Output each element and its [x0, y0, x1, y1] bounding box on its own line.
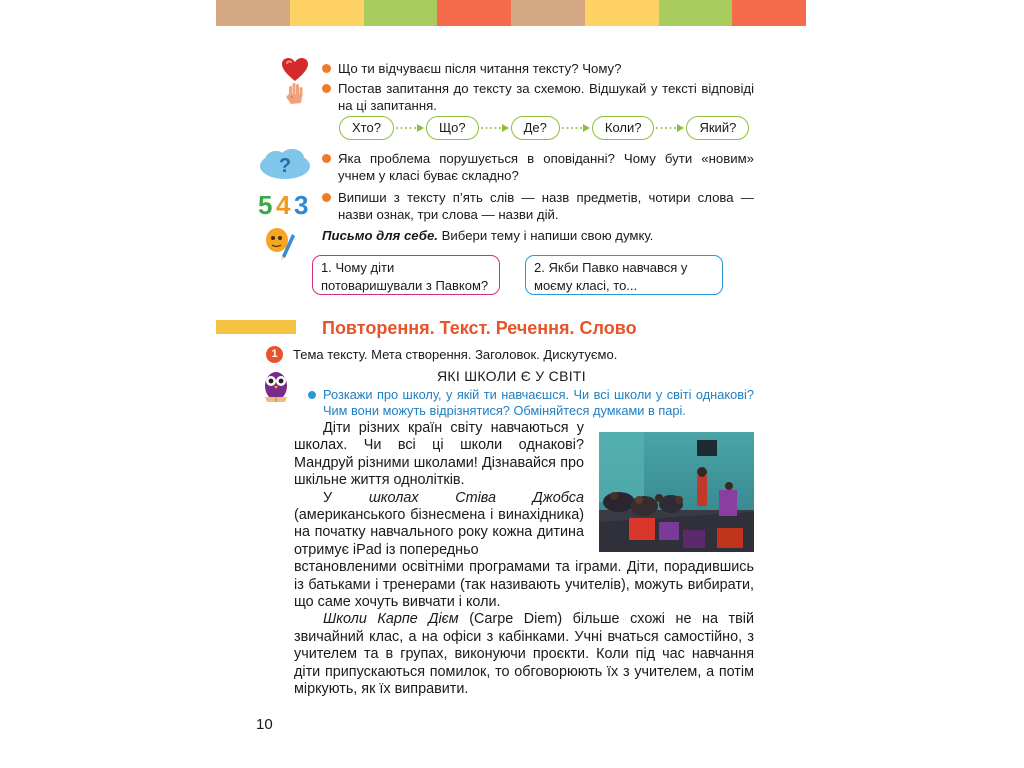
discussion-prompt [308, 387, 754, 419]
stripe-segment [511, 0, 585, 26]
italic-term: школах Стіва Джобса [368, 489, 584, 506]
stripe-segment [216, 0, 290, 26]
reading-paragraph-2b: встановленими освітніми програмами та іграми. Діти, порадившись із батьками і тренерами (так називають учителів), можуть вибирати, що саме хочуть вивчати і коли. [294, 559, 754, 611]
bullet-dot [322, 154, 331, 163]
numbers-543-icon [258, 190, 316, 218]
question-problem [322, 150, 754, 184]
scheme-chip: Хто? [339, 116, 394, 140]
scheme-chip: Коли? [592, 116, 655, 140]
heart-icon [282, 58, 308, 82]
topic-text: 2. Якби Павко навчався у моєму класі, то... [534, 260, 688, 293]
question-scheme [322, 80, 754, 114]
text-title: ЯКІ ШКОЛИ Є У СВІТІ [437, 368, 586, 384]
reading-paragraph-1: Діти різних країн світу навчаються у школах. Чи всі ці школи однакові? Мандруй різними школами! Дізнавайся про шкільне життя однолітків. [294, 420, 584, 489]
writing-topic-2 [525, 255, 723, 295]
question-scheme-diagram [339, 116, 749, 140]
svg-text:4: 4 [276, 190, 291, 218]
writing-topic-1 [312, 255, 500, 295]
writing-label: Письмо для себе. [322, 228, 438, 243]
section-title: Повторення. Текст. Речення. Слово [322, 318, 637, 338]
reading-paragraph-3 [294, 611, 754, 698]
scheme-chip: Який? [686, 116, 749, 140]
stripe-segment [364, 0, 438, 26]
scheme-chip: Що? [426, 116, 479, 140]
stripe-segment [437, 0, 511, 26]
topic-text: 1. Чому діти потоваришували з Павком? [321, 260, 489, 293]
writing-task [322, 228, 653, 243]
stripe-segment [732, 0, 806, 26]
page-number: 10 [256, 716, 273, 733]
task-number-badge: 1 [266, 346, 283, 363]
stripe-segment [290, 0, 364, 26]
svg-text:?: ? [278, 155, 292, 177]
arrow-icon [479, 123, 511, 133]
question-text: Постав запитання до тексту за схемою. Відшукай у тексті відповіді на ці запитання. [338, 81, 754, 113]
question-words [322, 189, 754, 223]
italic-term: Школи Карпе Дієм [323, 611, 459, 628]
task-description: Тема тексту. Мета створення. Заголовок. Дискутуємо. [293, 347, 618, 362]
question-cloud-icon [258, 148, 312, 182]
text-span: (Carpe Diem) більше схожі не на твій звичайний клас, а на офіси з кабінками. Учні вчаться самостійно, з учителем та в групах, виконуючи проєкти. Коли під час навчання діти припускаються помилок, то обговорюють їх з учителем, а потім міркують, як їх виправити. [294, 611, 754, 698]
writing-instruction: Вибери тему і напиши свою думку. [441, 228, 654, 243]
text-span: (американського бізнесмена і винахідника) на початку навчального року кожна дитина отримує iPad із попередньо [294, 507, 584, 558]
bullet-dot [322, 84, 331, 93]
top-color-stripe [216, 0, 806, 26]
text-span: У [323, 489, 369, 506]
bullet-dot [322, 64, 331, 73]
arrow-icon [654, 123, 686, 133]
arrow-icon [394, 123, 426, 133]
reading-text [294, 420, 754, 699]
scheme-chip: Де? [511, 116, 560, 140]
bullet-dot [322, 193, 331, 202]
bullet-dot [308, 391, 316, 399]
section-marker [216, 320, 296, 334]
stripe-segment [585, 0, 659, 26]
hand-icon [285, 82, 305, 106]
svg-text:5: 5 [258, 190, 273, 218]
stripe-segment [659, 0, 733, 26]
question-feelings [322, 60, 754, 77]
arrow-icon [560, 123, 592, 133]
svg-text:3: 3 [294, 190, 309, 218]
discussion-text: Розкажи про школу, у якій ти навчаєшся. Чи всі школи у світі однакові? Чим вони можуть відрізнятися? Обміняйтеся думками в парі. [323, 387, 754, 418]
question-text: Яка проблема порушується в оповіданні? Чому бути «новим» учнем у класі буває складно? [338, 151, 754, 183]
pencil-character-icon [262, 226, 296, 260]
question-text: Що ти відчуваєш після читання тексту? Чому? [338, 61, 622, 76]
reading-paragraph-2a [294, 490, 584, 560]
owl-icon [262, 366, 290, 406]
question-text: Випиши з тексту п’ять слів — назв предметів, чотири слова — назви ознак, три слова — назви дій. [338, 190, 754, 222]
